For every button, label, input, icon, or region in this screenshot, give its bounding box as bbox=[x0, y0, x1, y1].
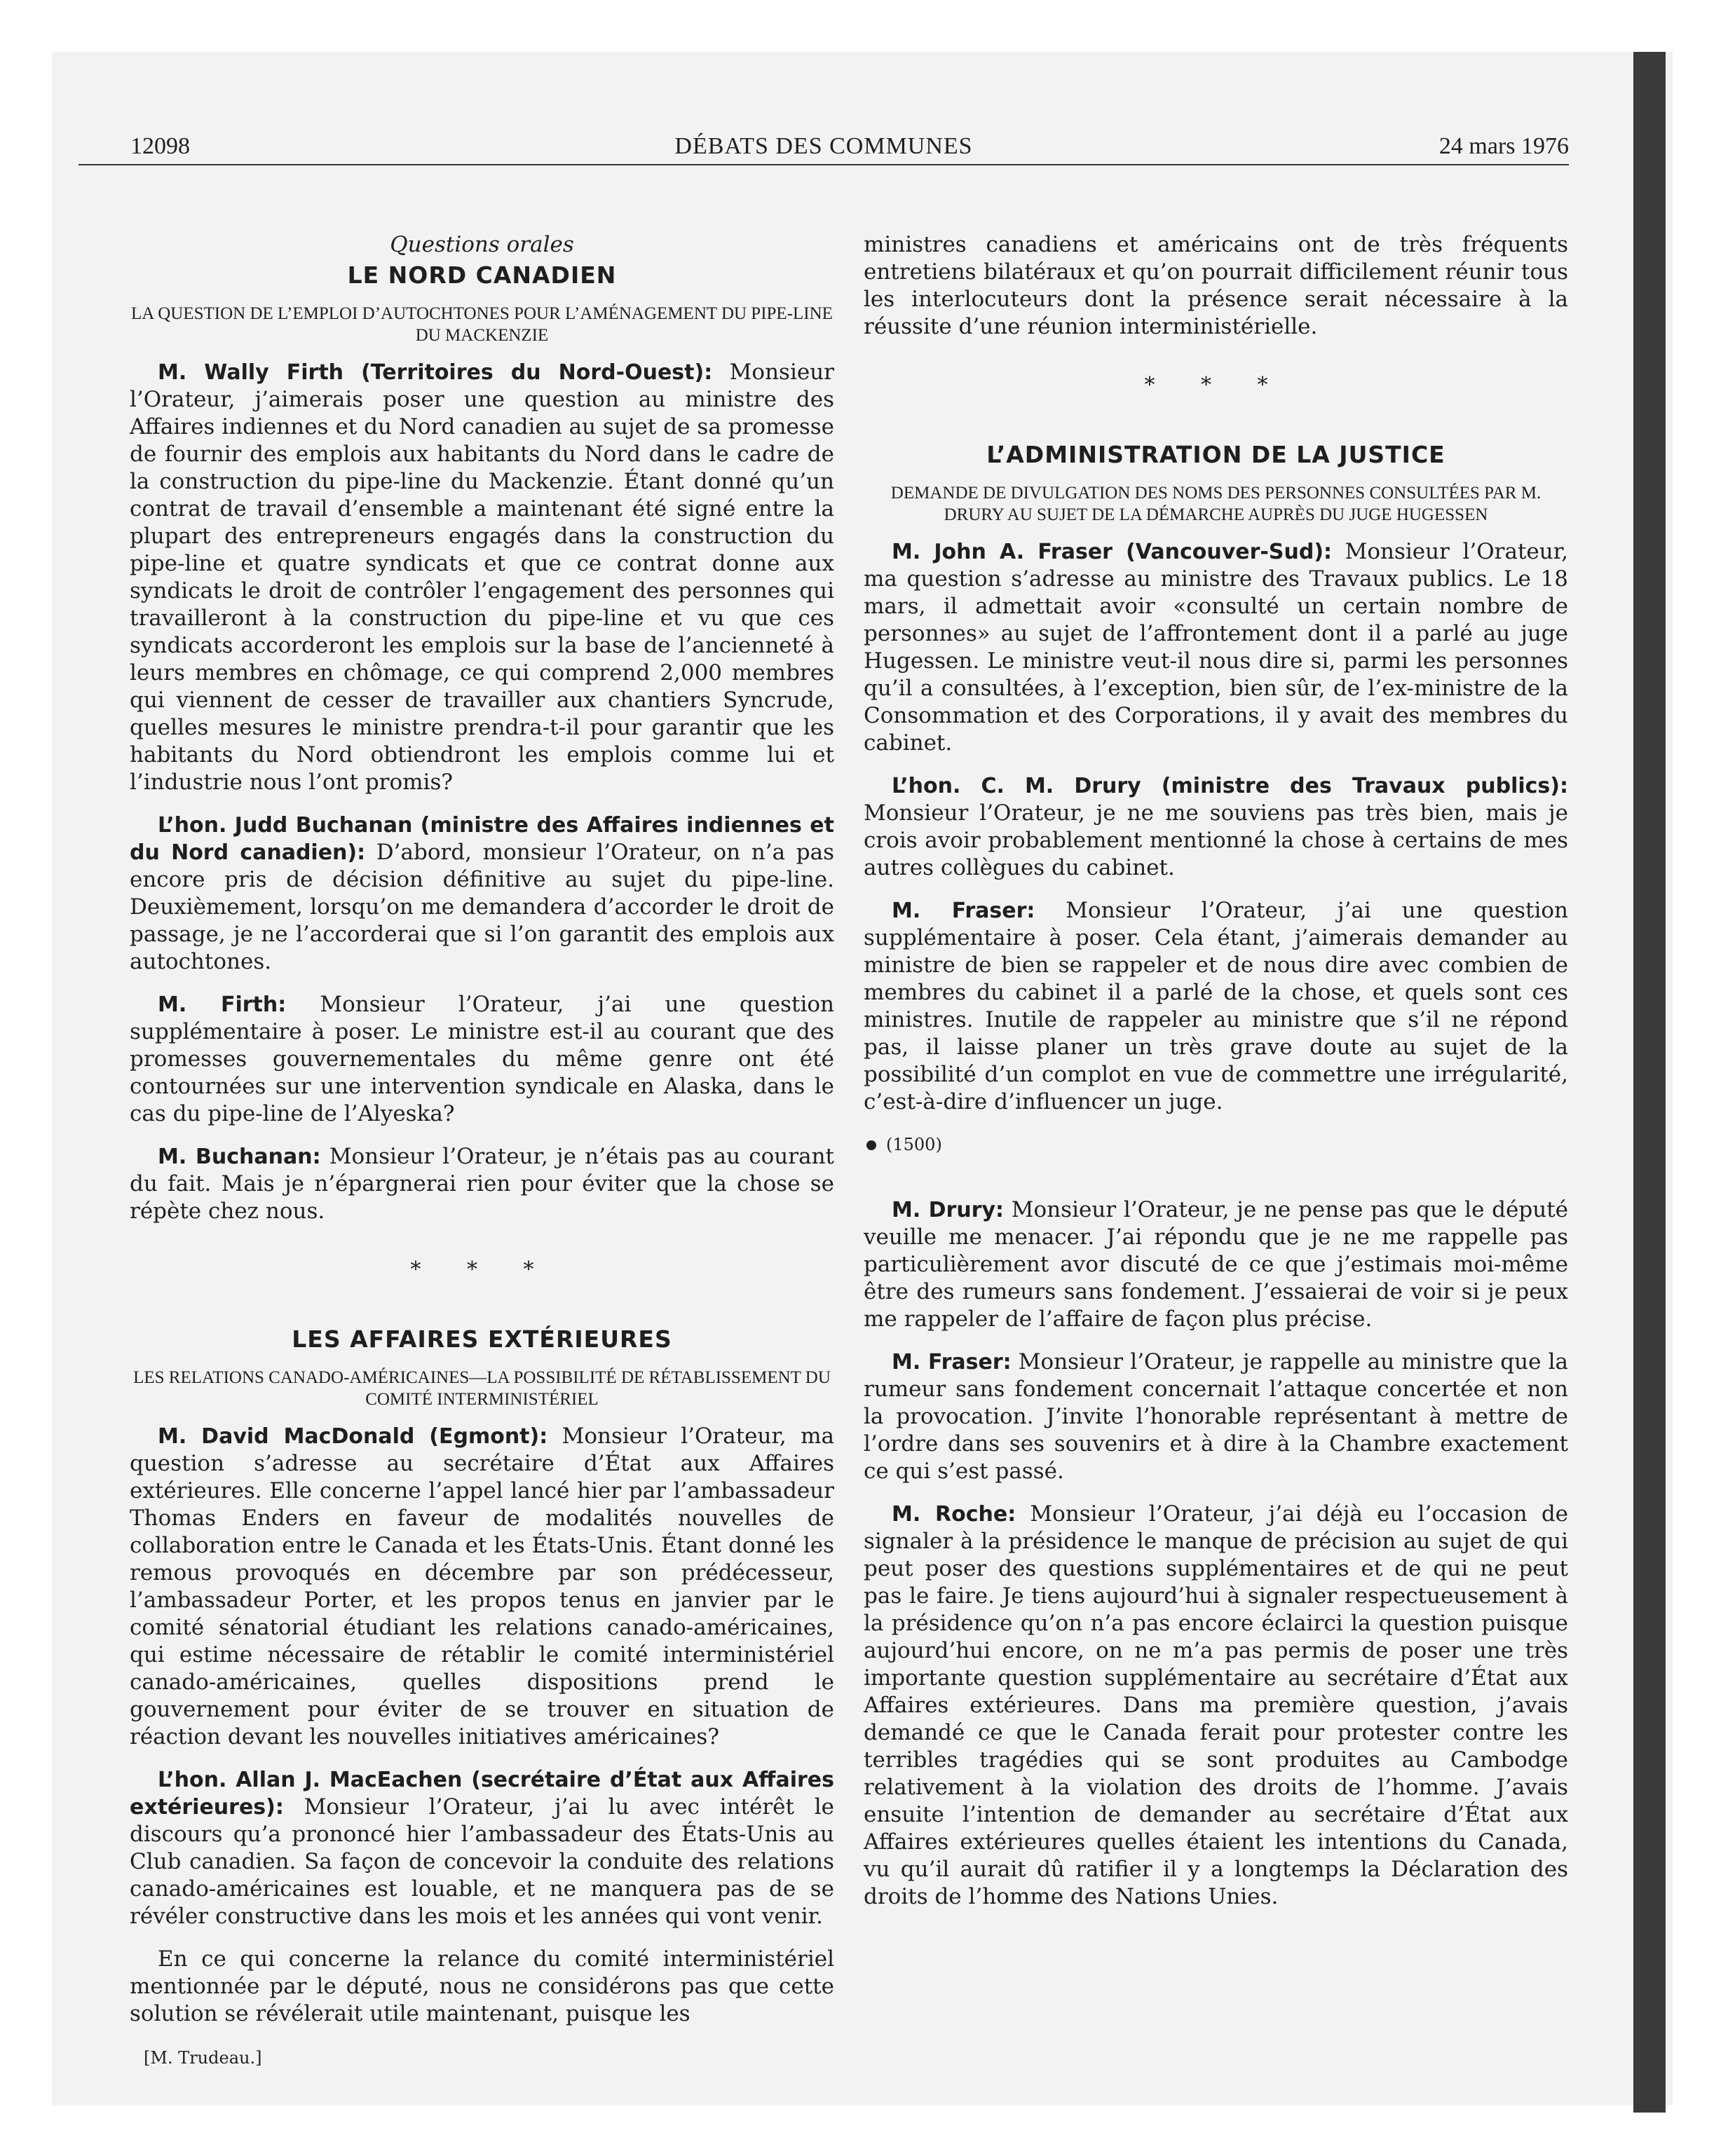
speech-paragraph bbox=[130, 359, 834, 796]
speaker-name: M. Fraser: bbox=[892, 1350, 1012, 1374]
speech-text: Monsieur l’Orateur, j’ai une question supplémentaire à poser. Cela étant, j’aimerais demander au ministre de bien se rappeler et de nous dire avec combien de membres du cabinet il a parlé de la chose, et quels sont ces ministres. Inutile de rappeler au ministre que s’il ne répond pas, il laisse planer un très grave doute au sujet de la possibilité d’un complot en vue de commettre une irrégularité, c’est-à-dire d’influencer un juge. bbox=[864, 898, 1568, 1114]
speech-text: Monsieur l’Orateur, je rappelle au ministre que la rumeur sans fondement concernait l’attaque concertée et non la provocation. J’invite l’honorable représentant à mettre de l’ordre dans ses souvenirs et à dire à la Chambre exactement ce qui s’est passé. bbox=[864, 1349, 1568, 1484]
section-heading: L’ADMINISTRATION DE LA JUSTICE bbox=[986, 441, 1445, 468]
speech-text: Monsieur l’Orateur, j’ai déjà eu l’occasion de signaler à la présidence le manque de précision au sujet de qui peut poser des questions supplémentaires et de qui ne peut pas le faire. Je tiens aujourd’hui à signaler respectueusement à la présidence qu’on n’a pas encore éclairci la question puisque aujourd’hui encore, on ne m’a pas permis de poser une très importante question supplémentaire au secrétaire d’État aux Affaires extérieures. Dans ma première question, j’avais demandé ce que le Canada ferait pour protester contre les terribles tragédies qui se sont produites au Cambodge relativement à la violation des droits de l’homme. J’avais ensuite l’intention de demander au secrétaire d’État aux Affaires extérieures quelles étaient les intentions du Canada, vu qu’il aurait dû ratifier il y a longtemps la Déclaration des droits de l’homme des Nations Unies. bbox=[864, 1501, 1569, 1909]
speech-paragraph bbox=[864, 772, 1568, 882]
right-column bbox=[864, 231, 1568, 1926]
speech-paragraph bbox=[864, 897, 1568, 1116]
speech-paragraph bbox=[130, 812, 834, 976]
section-heading: LES AFFAIRES EXTÉRIEURES bbox=[292, 1325, 672, 1353]
continued-paragraph: ministres canadiens et américains ont de très fréquents entretiens bilatéraux et qu’on pourrait difficilement réunir tous les interlocuteurs dont la présence serait nécessaire à la réussite d’une réunion interministérielle. bbox=[864, 232, 1568, 339]
speaker-name: L’hon. Judd Buchanan (ministre des Affaires indiennes et du Nord canadien): bbox=[130, 813, 834, 865]
speaker-name: L’hon. C. M. Drury (ministre des Travaux publics): bbox=[892, 774, 1568, 798]
section-subheading: LES RELATIONS CANADO-AMÉRICAINES—LA POSSIBILITÉ DE RÉTABLISSEMENT DU COMITÉ INTERMINISTÉRIEL bbox=[133, 1368, 831, 1409]
footer-note: [M. Trudeau.] bbox=[144, 2048, 262, 2068]
speech-text: Monsieur l’Orateur, j’ai lu avec intérêt le discours qu’a prononcé hier l’ambassadeur des États-Unis au Club canadien. Sa façon de concevoir la conduite des relations canado-américaines est louable, et ne manquera pas de se révéler constructive dans les mois et les années qui vont venir. bbox=[130, 1794, 834, 1929]
issue-date: 24 mars 1976 bbox=[1438, 133, 1569, 159]
speaker-name: M. Drury: bbox=[892, 1198, 1005, 1222]
speech-paragraph bbox=[864, 538, 1568, 757]
speech-text: Monsieur l’Orateur, ma question s’adresse au secrétaire d’État aux Affaires extérieures. Elle concerne l’appel lancé hier par l’ambassadeur Thomas Enders en faveur de modalités nouvelles de collaboration entre le Canada et les États-Unis. Étant donné les remous provoqués en décembre par son prédécesseur, l’ambassadeur Porter, et les propos tenus en janvier par le comité sénatorial étudiant les relations canado-américaines, qui estime nécessaire de rétablir le comité interministériel canado-américaines, quelles dispositions prend le gouvernement pour éviter de se trouver en situation de réaction devant les nouvelles initiatives américaines? bbox=[130, 1424, 834, 1749]
speech-paragraph: En ce qui concerne la relance du comité interministériel mentionnée par le député, nous ne considérons pas que cette solution se révélerait utile maintenant, puisque les bbox=[130, 1946, 834, 2026]
speaker-name: L’hon. Allan J. MacEachen (secrétaire d’État aux Affaires extérieures): bbox=[130, 1768, 834, 1820]
bullet-dot-icon bbox=[866, 1140, 876, 1150]
speech-paragraph bbox=[130, 1143, 834, 1225]
speech-paragraph bbox=[130, 1766, 834, 1930]
speaker-name: M. John A. Fraser (Vancouver-Sud): bbox=[892, 540, 1333, 564]
time-marker-text: (1500) bbox=[886, 1135, 942, 1154]
speech-paragraph bbox=[130, 1423, 834, 1751]
scan-edge-shadow bbox=[1633, 52, 1666, 2113]
section-subheading: LA QUESTION DE L’EMPLOI D’AUTOCHTONES POUR L’AMÉNAGEMENT DU PIPE-LINE DU MACKENZIE bbox=[131, 304, 833, 345]
section-divider: * * * bbox=[410, 1257, 554, 1282]
left-column bbox=[130, 231, 834, 2072]
speaker-name: M. Roche: bbox=[892, 1502, 1016, 1527]
speech-text: Monsieur l’Orateur, j’ai une question supplémentaire à poser. Le ministre est-il au courant que des promesses gouvernementales du même genre ont été contournées sur une intervention syndicale en Alaska, dans le cas du pipe-line de l’Alyeska? bbox=[130, 992, 834, 1126]
speech-text: Monsieur l’Orateur, j’aimerais poser une question au ministre des Affaires indiennes et du Nord canadien au sujet de sa promesse de fournir des emplois aux habitants du Nord dans le cadre de la construction du pipe-line du Mackenzie. Étant donné qu’un contrat de travail d’ensemble a maintenant été signé entre la plupart des entrepreneurs engagés dans la construction du pipe-line et quatre syndicats et que ce contrat donne aux syndicats le droit de contrôler l’engagement des personnes qui travailleront à la construction du pipe-line et vu que ces syndicats accorderont les emplois sur la base de l’ancienneté à leurs membres en chômage, ce qui comprend 2,000 membres qui viennent de cesser de travailler aux chantiers Syncrude, quelles mesures le ministre prendra-t-il pour garantir que les habitants du Nord obtiendront les emplois comme lui et l’industrie nous l’ont promis? bbox=[130, 360, 834, 795]
speech-text: Monsieur l’Orateur, je ne me souviens pas très bien, mais je crois avoir probablement mentionné la chose à certains de mes autres collègues du cabinet. bbox=[864, 800, 1568, 880]
speaker-name: M. Wally Firth (Territoires du Nord-Ouest): bbox=[158, 360, 713, 385]
speech-paragraph bbox=[864, 1349, 1568, 1485]
speech-paragraph bbox=[864, 1196, 1568, 1333]
time-marker bbox=[866, 1131, 1568, 1159]
speaker-name: M. Fraser: bbox=[892, 899, 1035, 923]
speaker-name: M. Buchanan: bbox=[158, 1145, 321, 1169]
journal-title: DÉBATS DES COMMUNES bbox=[674, 133, 973, 159]
speaker-name: M. David MacDonald (Egmont): bbox=[158, 1424, 548, 1449]
page-number: 12098 bbox=[130, 133, 190, 159]
speech-text: Monsieur l’Orateur, ma question s’adresse au ministre des Travaux publics. Le 18 mars, il admettait avoir «consulté un certain nombre de personnes» au sujet de l’affrontement dont il a parlé au juge Hugessen. Le ministre veut-il nous dire si, parmi les personnes qu’il a consultées, à l’exception, bien sûr, de l’ex-ministre de la Consommation et des Corporations, il y avait des membres du cabinet. bbox=[864, 539, 1568, 756]
speech-text: D’abord, monsieur l’Orateur, on n’a pas encore pris de décision définitive au sujet du pipe-line. Deuxièmement, lorsqu’on me demandera d’accorder le droit de passage, je ne l’accorderai que si l’on garantit des emplois aux autochtones. bbox=[130, 840, 834, 974]
section-divider: * * * bbox=[1144, 373, 1288, 397]
running-header bbox=[79, 121, 1569, 165]
speech-text: Monsieur l’Orateur, je ne pense pas que le député veuille me menacer. J’ai répondu que je ne me rappelle pas particulièrement avor discuté de ce que j’estimais moi-même être des rumeurs sans fondement. J’essaierai de voir si je peux me rappeler de l’affaire de façon plus précise. bbox=[864, 1197, 1568, 1332]
section-heading: LE NORD CANADIEN bbox=[347, 261, 617, 289]
speaker-name: M. Firth: bbox=[158, 992, 287, 1017]
speech-text: Monsieur l’Orateur, je n’étais pas au courant du fait. Mais je n’épargnerai rien pour éviter que la chose se répète chez nous. bbox=[130, 1144, 834, 1224]
section-subheading: DEMANDE DE DIVULGATION DES NOMS DES PERSONNES CONSULTÉES PAR M. DRURY AU SUJET DE LA DÉMARCHE AUPRÈS DU JUGE HUGESSEN bbox=[890, 484, 1542, 524]
speech-paragraph bbox=[864, 1501, 1568, 1911]
section-kicker: Questions orales bbox=[390, 232, 574, 257]
speech-paragraph bbox=[130, 991, 834, 1128]
